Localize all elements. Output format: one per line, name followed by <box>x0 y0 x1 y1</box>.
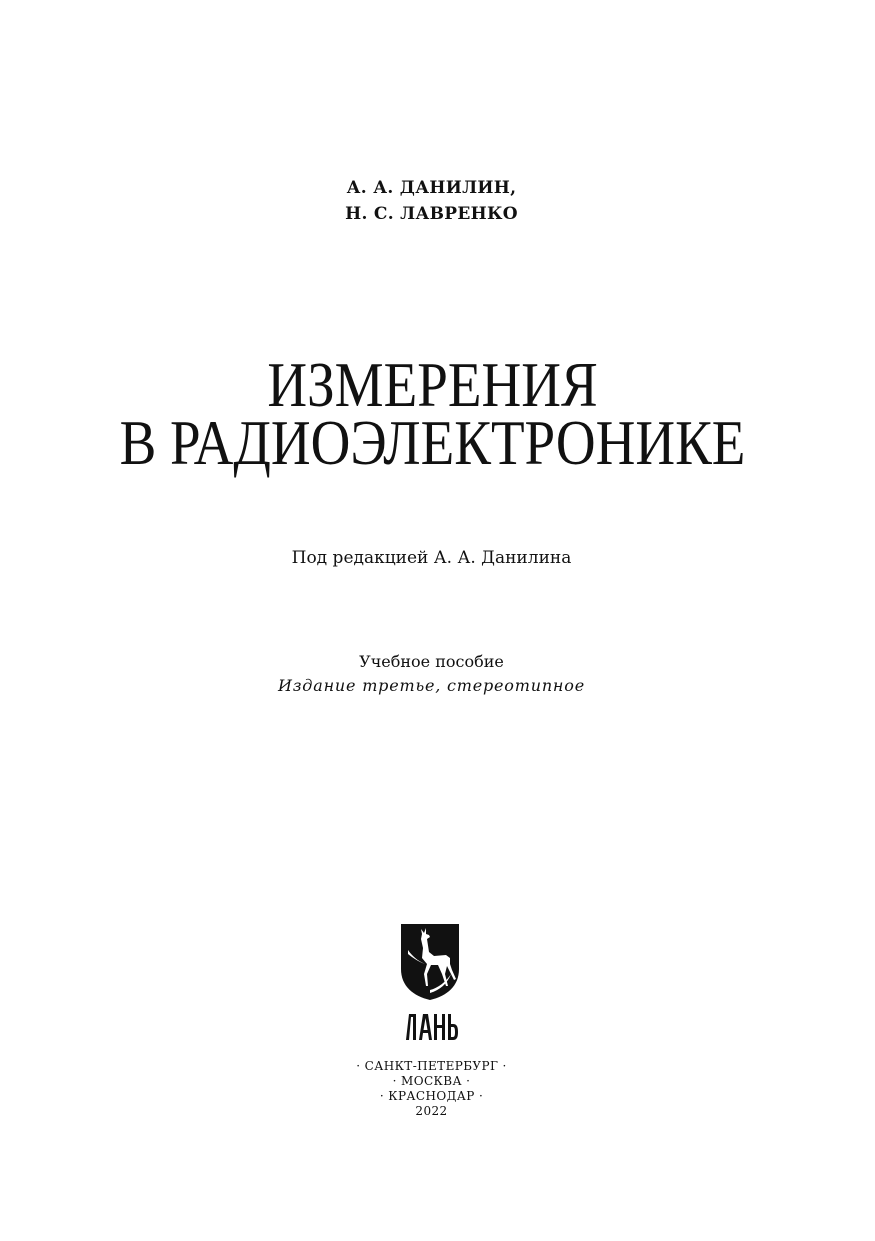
book-title <box>56 349 809 478</box>
publisher-logo <box>400 924 460 1044</box>
editor-line: Под редакцией А. А. Данилина <box>291 548 572 568</box>
city-line: · КРАСНОДАР · <box>379 1089 484 1103</box>
city-line: · САНКТ-ПЕТЕРБУРГ · <box>356 1059 507 1073</box>
deer-emblem-icon <box>401 924 459 1000</box>
title-line-2: В РАДИОЭЛЕКТРОНИКЕ <box>119 407 746 478</box>
authors <box>0 175 869 227</box>
publisher-cities <box>0 1059 869 1119</box>
book-type-block <box>0 650 869 698</box>
publication-year: 2022 <box>415 1104 448 1118</box>
edition-line: Издание третье, стереотипное <box>278 676 585 695</box>
title-line-1: ИЗМЕРЕНИЯ <box>267 349 598 420</box>
book-type: Учебное пособие <box>359 652 504 671</box>
author-1: А. А. ДАНИЛИН, <box>346 178 517 198</box>
city-line: · МОСКВА · <box>392 1074 471 1088</box>
author-2: Н. С. ЛАВРЕНКО <box>345 204 518 224</box>
publisher-wordmark <box>406 1014 458 1040</box>
